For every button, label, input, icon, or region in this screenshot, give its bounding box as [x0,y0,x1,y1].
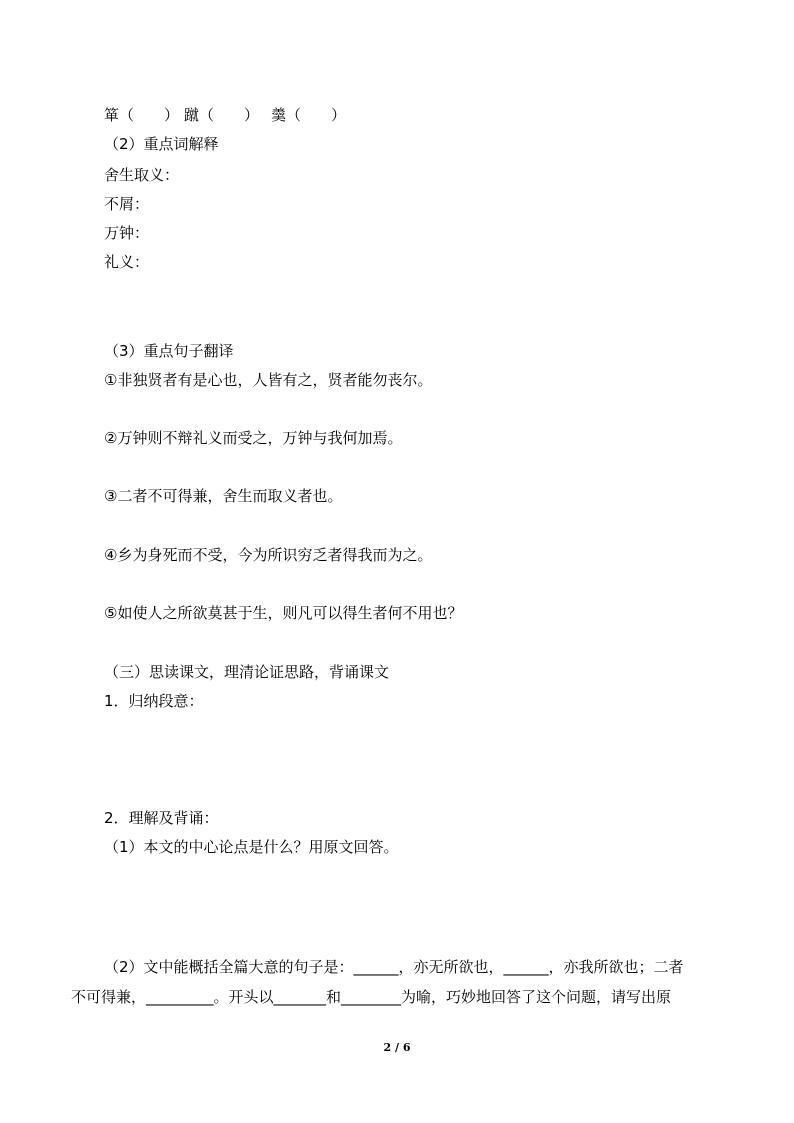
question-2-2-line1: （2）文中能概括全篇大意的句子是：______，亦无所欲也，______，亦我所欲也；二者 [104,958,684,976]
vocab-word: 万钟： [104,224,150,242]
translation-sentence: ④乡为身死而不受，今为所识穷乏者得我而为之。 [104,546,433,564]
translation-sentence: ⑤如使人之所欲莫甚于生，则凡可以得生者何不用也？ [104,604,463,622]
translation-sentence: ②万钟则不辩礼义而受之，万钟与我何加焉。 [104,429,403,447]
question-2-2-line2: 不可得兼，_________。开头以_______和________为喻，巧妙地回答了这个问题，请写出原 [71,988,672,1006]
question-2-1: （1）本文的中心论点是什么？用原文回答。 [104,838,399,856]
pronunciation-item-geng: 羹（ ） [271,106,347,124]
vocab-word: 舍生取义： [104,166,180,184]
vocab-word: 礼义： [104,253,150,271]
section3-heading: （三）思读课文，理清论证思路，背诵课文 [104,663,390,681]
question-2: 2．理解及背诵： [104,809,219,827]
translation-sentence: ③二者不可得兼，舍生而取义者也。 [104,487,343,505]
pronunciation-item-dan: 箪（ ） [104,106,180,124]
vocab-word: 不屑： [104,195,150,213]
page-number: 2 / 6 [383,1041,411,1054]
vocab-heading: （2）重点词解释 [104,135,219,153]
question-1: 1．归纳段意： [104,692,204,710]
translation-sentence: ①非独贤者有是心也，人皆有之，贤者能勿丧尔。 [104,371,433,389]
pronunciation-item-cu: 蹴（ ） [184,106,260,124]
translation-heading: （3）重点句子翻译 [104,342,234,360]
